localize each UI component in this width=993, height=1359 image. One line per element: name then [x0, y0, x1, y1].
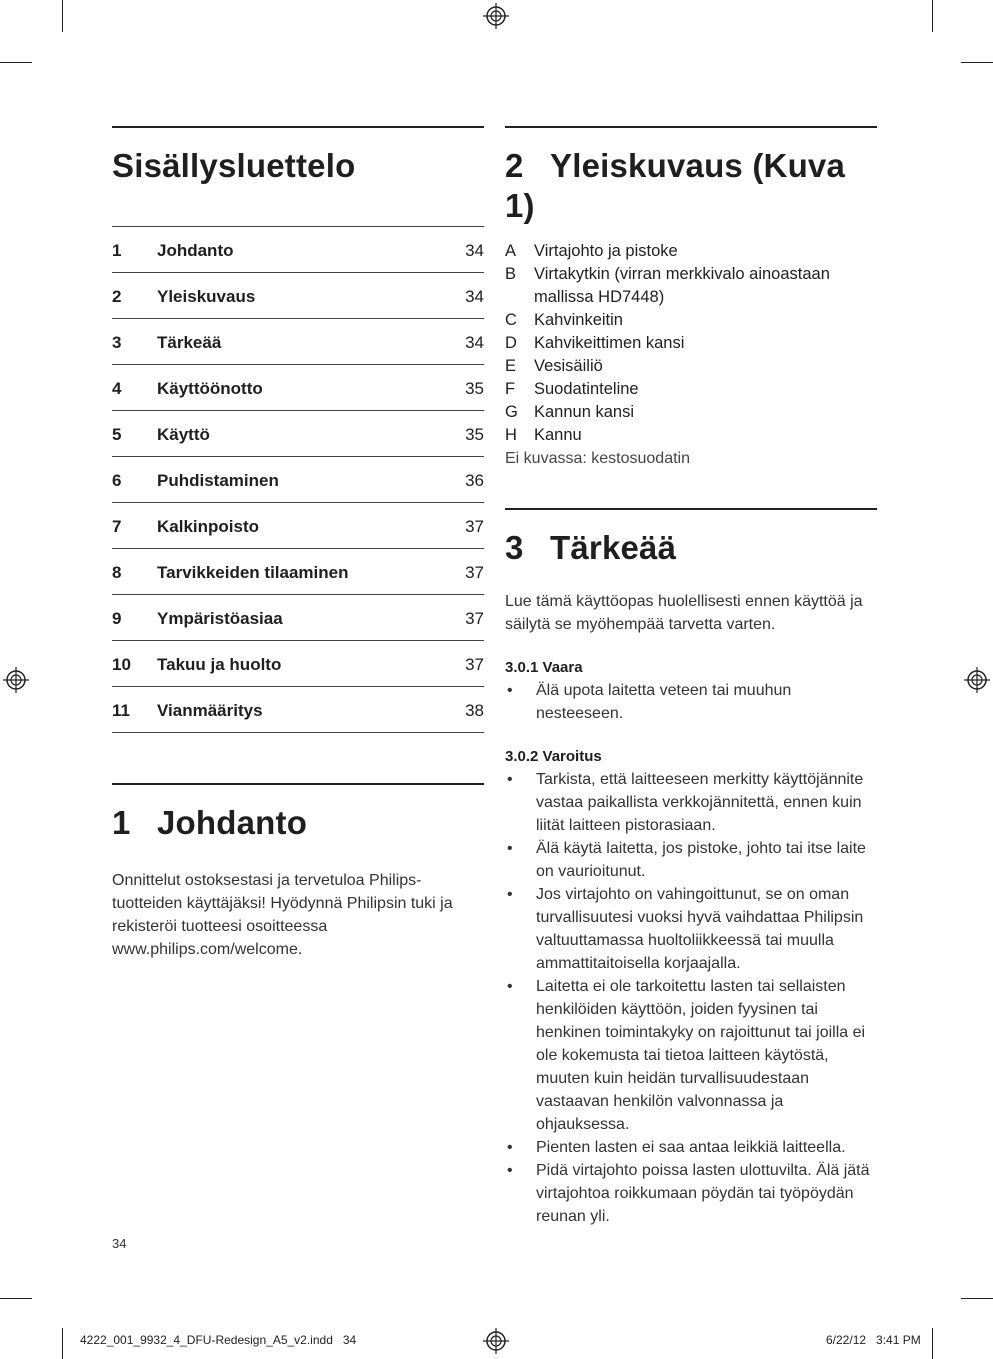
- bullet-icon: •: [507, 682, 513, 699]
- bullet-icon: •: [507, 978, 513, 995]
- list-item-text: Jos virtajohto on vahingoittunut, se on oman turvallisuutesi vuoksi hyvä vaihdattaa Philipsin valtuuttamassa huoltoliikkeessä tai muulla ammattitaitoisella korjaajalla.: [536, 886, 864, 972]
- bullet-icon: •: [507, 840, 513, 857]
- toc-page-number: 34: [465, 333, 484, 352]
- toc-row[interactable]: [112, 502, 484, 548]
- not-pictured-note: Ei kuvassa: kestosuodatin: [505, 450, 690, 467]
- crop-mark: [0, 62, 32, 63]
- page-number: 34: [112, 1236, 127, 1251]
- section-number: 1: [112, 804, 131, 841]
- toc-row[interactable]: [112, 318, 484, 364]
- overview-key: D: [505, 334, 517, 352]
- footer-datetime: 6/22/12 3:41 PM: [826, 1333, 921, 1347]
- overview-label: Kahvikeittimen kansi: [534, 334, 685, 352]
- toc-row[interactable]: [112, 226, 484, 272]
- toc-row[interactable]: [112, 640, 484, 686]
- bullet-icon: •: [507, 771, 513, 788]
- toc-page-number: 37: [465, 655, 484, 674]
- section-1-heading: [112, 803, 484, 843]
- toc-entry-title: Käyttö: [157, 425, 210, 444]
- registration-mark-icon: [964, 667, 990, 693]
- toc-row[interactable]: [112, 548, 484, 594]
- overview-label: Kannun kansi: [534, 403, 634, 421]
- toc-number: 2: [112, 287, 122, 306]
- crop-mark: [961, 62, 993, 63]
- toc-entry-title: Yleiskuvaus: [157, 287, 256, 306]
- overview-item: [505, 332, 877, 355]
- overview-item: [505, 401, 877, 424]
- toc-number: 10: [112, 655, 131, 674]
- list-item-text: Laitetta ei ole tarkoitettu lasten tai sellaisten henkilöiden käyttöön, joiden fyysinen tai henkinen toimintakyky on rajoittunut tai joilla ei ole kokemusta tai tietoa laitteen käytöstä, muuten kuin heidän turvallisuudestaan vastaavan henkilön valvonnassa ja ohjauksessa.: [536, 978, 866, 1133]
- crop-mark: [0, 1298, 32, 1299]
- overview-label: Virtakytkin (virran merkkivalo ainoastaan mallissa HD7448): [534, 265, 830, 306]
- overview-item: [505, 309, 877, 332]
- danger-heading: 3.0.1 Vaara: [505, 659, 583, 676]
- overview-item: [505, 263, 877, 309]
- overview-key: A: [505, 242, 517, 260]
- bullet-icon: •: [507, 1162, 513, 1179]
- overview-label: Suodatinteline: [534, 380, 639, 398]
- warning-heading: 3.0.2 Varoitus: [505, 748, 602, 765]
- toc-number: 5: [112, 425, 122, 444]
- product-overview-list: [505, 240, 877, 447]
- list-item-text: Tarkista, että laitteeseen merkitty käyttöjännite vastaa paikallista verkkojännitettä, ennen kuin liität laitteen pistorasiaan.: [536, 771, 864, 834]
- toc-entry-title: Puhdistaminen: [157, 471, 279, 490]
- section-3-heading: [505, 528, 877, 568]
- list-item: [505, 837, 877, 883]
- toc-row[interactable]: [112, 456, 484, 502]
- overview-key: E: [505, 357, 517, 375]
- list-item-text: Älä käytä laitetta, jos pistoke, johto tai itse laite on vaurioitunut.: [536, 840, 866, 880]
- section-title: Yleiskuvaus (Kuva 1): [505, 147, 846, 224]
- list-item: [505, 768, 877, 837]
- toc-entry-title: Tarvikkeiden tilaaminen: [157, 563, 349, 582]
- table-of-contents: [112, 226, 484, 733]
- toc-page-number: 34: [465, 241, 484, 260]
- footer-filename: 4222_001_9932_4_DFU-Redesign_A5_v2.indd 34: [80, 1333, 357, 1347]
- toc-entry-title: Ympäristöasiaa: [157, 609, 283, 628]
- section-rule: [112, 126, 484, 128]
- list-item-text: Pidä virtajohto poissa lasten ulottuvilta. Älä jätä virtajohtoa roikkumaan pöydän tai työpöydän reunan yli.: [536, 1162, 870, 1225]
- crop-mark: [932, 0, 933, 32]
- right-column: [505, 126, 877, 1228]
- overview-item: [505, 355, 877, 378]
- toc-page-number: 35: [465, 379, 484, 398]
- section-title: Tärkeää: [550, 529, 677, 566]
- list-item: [505, 975, 877, 1136]
- intro-paragraph: Onnittelut ostoksestasi ja tervetuloa Philips-tuotteiden käyttäjäksi! Hyödynnä Philipsin tuki ja rekisteröi tuotteesi osoitteessa www.philips.com/welcome.: [112, 872, 453, 958]
- section-2-heading: [505, 146, 877, 226]
- registration-mark-icon: [483, 3, 509, 29]
- important-intro: Lue tämä käyttöopas huolellisesti ennen käyttöä ja säilytä se myöhempää tarvetta varten.: [505, 593, 863, 633]
- toc-page-number: 34: [465, 287, 484, 306]
- toc-entry-title: Tärkeää: [157, 333, 222, 352]
- overview-key: F: [505, 380, 516, 398]
- toc-entry-title: Käyttöönotto: [157, 379, 263, 398]
- list-item: [505, 679, 877, 725]
- bullet-icon: •: [507, 1139, 513, 1156]
- toc-number: 1: [112, 241, 122, 260]
- toc-entry-title: Vianmääritys: [157, 701, 263, 720]
- toc-page-number: 37: [465, 609, 484, 628]
- bullet-icon: •: [507, 886, 513, 903]
- toc-number: 4: [112, 379, 122, 398]
- toc-row[interactable]: [112, 594, 484, 640]
- section-number: 3: [505, 529, 524, 566]
- list-item: [505, 883, 877, 975]
- toc-page-number: 37: [465, 517, 484, 536]
- section-title: Johdanto: [157, 804, 308, 841]
- overview-item: [505, 424, 877, 447]
- toc-page-number: 37: [465, 563, 484, 582]
- list-item-text: Älä upota laitetta veteen tai muuhun nesteeseen.: [536, 682, 792, 722]
- section-rule: [505, 126, 877, 128]
- crop-mark: [62, 0, 63, 32]
- overview-item: [505, 378, 877, 401]
- list-item: [505, 1136, 877, 1159]
- toc-number: 11: [112, 701, 130, 720]
- section-number: 2: [505, 147, 524, 184]
- toc-page-number: 38: [465, 701, 484, 720]
- left-column: [112, 126, 484, 961]
- overview-key: C: [505, 311, 517, 329]
- toc-page-number: 36: [465, 471, 484, 490]
- section-rule: [505, 508, 877, 510]
- crop-mark: [62, 1328, 63, 1359]
- toc-number: 8: [112, 563, 122, 582]
- warning-list: [505, 768, 877, 1228]
- registration-mark-icon: [3, 667, 29, 693]
- list-item-text: Pienten lasten ei saa antaa leikkiä laitteella.: [536, 1139, 846, 1156]
- overview-key: H: [505, 426, 517, 444]
- registration-mark-icon: [483, 1328, 509, 1354]
- overview-item: [505, 240, 877, 263]
- toc-row[interactable]: [112, 410, 484, 456]
- toc-row[interactable]: [112, 686, 484, 733]
- toc-title: Sisällysluettelo: [112, 147, 356, 184]
- toc-number: 3: [112, 333, 122, 352]
- overview-label: Vesisäiliö: [534, 357, 603, 375]
- toc-row[interactable]: [112, 364, 484, 410]
- toc-row[interactable]: [112, 272, 484, 318]
- crop-mark: [932, 1328, 933, 1359]
- toc-entry-title: Johdanto: [157, 241, 234, 260]
- toc-number: 6: [112, 471, 122, 490]
- crop-mark: [961, 1298, 993, 1299]
- danger-list: [505, 679, 877, 725]
- list-item: [505, 1159, 877, 1228]
- toc-entry-title: Kalkinpoisto: [157, 517, 260, 536]
- overview-label: Virtajohto ja pistoke: [534, 242, 678, 260]
- toc-page-number: 35: [465, 425, 484, 444]
- toc-number: 9: [112, 609, 122, 628]
- overview-label: Kahvinkeitin: [534, 311, 623, 329]
- toc-number: 7: [112, 517, 122, 536]
- overview-label: Kannu: [534, 426, 582, 444]
- overview-key: B: [505, 265, 517, 283]
- overview-key: G: [505, 403, 518, 421]
- toc-entry-title: Takuu ja huolto: [157, 655, 282, 674]
- section-rule: [112, 783, 484, 785]
